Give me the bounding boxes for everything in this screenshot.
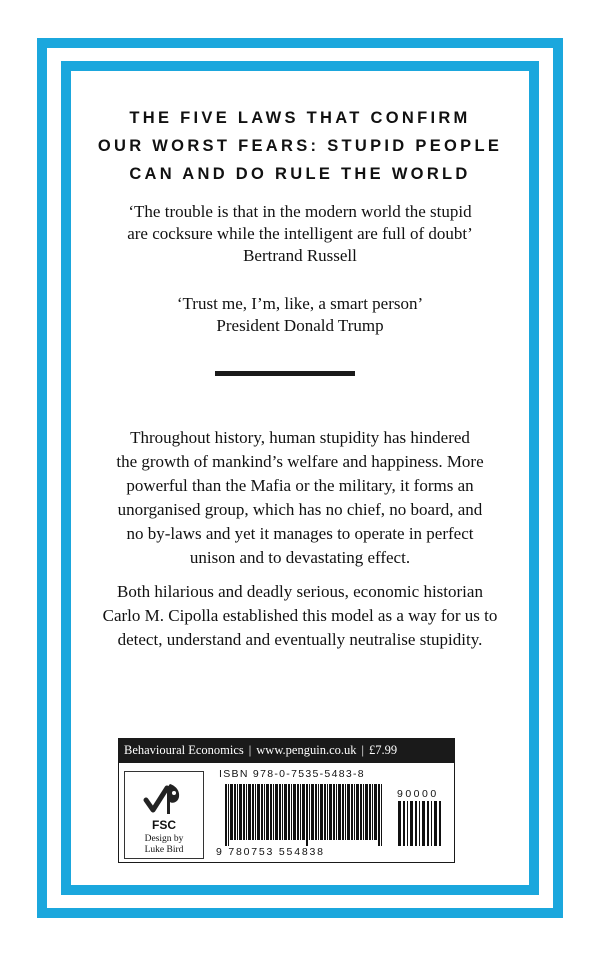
barcode-stripe <box>336 784 337 840</box>
barcode-stripe <box>342 784 344 840</box>
blurb-line: detect, understand and eventually neutralise stupidity. <box>117 630 483 649</box>
price-label: £7.99 <box>369 743 398 757</box>
blurb-paragraph-2 <box>81 580 519 652</box>
quote-trump <box>81 293 519 337</box>
barcode-stripe <box>279 784 281 840</box>
fsc-certification-box <box>124 771 204 859</box>
barcode-stripe <box>302 784 305 840</box>
barcode-stripe <box>403 801 405 846</box>
fsc-tree-check-icon <box>143 780 185 818</box>
barcode-stripe <box>248 784 251 840</box>
headline-line: OUR WORST FEARS: STUPID PEOPLE <box>97 137 503 155</box>
quote-line: are cocksure while the intelligent are full of doubt’ <box>127 224 473 243</box>
blurb-line: Carlo M. Cipolla established this model as a way for us to <box>102 606 498 625</box>
barcode-stripe <box>315 784 317 840</box>
design-credit-line: Design by <box>144 834 184 844</box>
barcode-stripe <box>270 784 272 840</box>
barcode-stripe <box>329 784 332 840</box>
barcode-stripe <box>333 784 335 840</box>
blurb-line: unison and to devastating effect. <box>189 548 411 567</box>
quote-line: ‘Trust me, I’m, like, a smart person’ <box>176 294 424 313</box>
barcode-stripe <box>234 784 236 840</box>
barcode-stripe <box>360 784 362 840</box>
blurb-line: no by-laws and yet it manages to operate in perfect <box>126 524 474 543</box>
barcode-stripe <box>243 784 245 840</box>
fsc-label: FSC <box>152 818 176 832</box>
barcode-stripe <box>284 784 287 840</box>
barcode-stripe <box>338 784 341 840</box>
divider-rule <box>215 371 355 376</box>
barcode-stripe <box>351 784 353 840</box>
barcode-stripe <box>261 784 263 840</box>
barcode-stripe <box>369 784 371 840</box>
barcode-stripe <box>345 784 346 840</box>
barcode-stripe <box>306 784 308 846</box>
isbn-label: ISBN 978-0-7535-5483-8 <box>219 768 365 780</box>
barcode-stripe <box>363 784 364 840</box>
barcode-stripe <box>297 784 299 840</box>
barcode-stripe <box>300 784 301 840</box>
barcode-stripe <box>275 784 278 840</box>
quote-author: Bertrand Russell <box>243 246 357 265</box>
website-label: www.penguin.co.uk <box>256 743 357 757</box>
barcode-stripe <box>318 784 319 840</box>
price-code: 90000 <box>397 788 439 800</box>
blurb-line: Throughout history, human stupidity has hindered <box>130 428 470 447</box>
barcode-stripe <box>311 784 314 840</box>
barcode-panel <box>118 763 455 863</box>
barcode-stripe <box>427 801 429 846</box>
barcode-stripe <box>354 784 355 840</box>
barcode-stripe <box>288 784 290 840</box>
barcode-stripe <box>422 801 425 846</box>
headline <box>81 104 519 188</box>
headline-line: THE FIVE LAWS THAT CONFIRM <box>129 109 471 127</box>
barcode-stripe <box>347 784 350 840</box>
barcode-stripe <box>378 784 380 846</box>
barcode-stripe <box>266 784 269 840</box>
ean-barcode <box>225 784 387 846</box>
barcode-stripe <box>407 801 408 846</box>
quote-author: President Donald Trump <box>216 316 384 335</box>
barcode-stripe <box>239 784 242 840</box>
barcode-stripe <box>291 784 292 840</box>
barcode-stripe <box>246 784 247 840</box>
blurb-line: unorganised group, which has no chief, no board, and <box>117 500 483 519</box>
design-credit <box>125 834 203 856</box>
barcode-stripe <box>257 784 260 840</box>
barcode-stripe <box>372 784 373 840</box>
blurb-paragraph-1 <box>81 426 519 570</box>
blurb-line: the growth of mankind’s welfare and happiness. More <box>116 452 484 471</box>
quote-russell <box>81 201 519 267</box>
price-addon-barcode <box>398 801 446 846</box>
barcode-stripe <box>230 784 233 840</box>
barcode-stripe <box>419 801 420 846</box>
barcode-stripe <box>237 784 238 840</box>
barcode-stripe <box>381 784 382 846</box>
barcode-stripe <box>282 784 283 840</box>
blurb-line: Both hilarious and deadly serious, economic historian <box>117 582 483 601</box>
barcode-stripe <box>434 801 437 846</box>
barcode-stripe <box>365 784 368 840</box>
info-bar <box>118 738 455 763</box>
design-credit-line: Luke Bird <box>144 845 184 855</box>
barcode-stripe <box>327 784 328 840</box>
headline-line: CAN AND DO RULE THE WORLD <box>129 165 471 183</box>
barcode-stripe <box>264 784 265 840</box>
ean-digits: 9 780753 554838 <box>216 846 325 858</box>
separator: | <box>248 743 252 757</box>
category-label: Behavioural Economics <box>124 743 244 757</box>
barcode-stripe <box>273 784 274 840</box>
barcode-stripe <box>293 784 296 840</box>
blurb-line: powerful than the Mafia or the military, it forms an <box>126 476 474 495</box>
barcode-stripe <box>309 784 310 840</box>
barcode-stripe <box>410 801 413 846</box>
barcode-stripe <box>324 784 326 840</box>
barcode-stripe <box>398 801 401 846</box>
quote-line: ‘The trouble is that in the modern world the stupid <box>128 202 472 221</box>
barcode-stripe <box>415 801 417 846</box>
barcode-stripe <box>320 784 323 840</box>
separator: | <box>361 743 365 757</box>
barcode-stripe <box>225 784 227 846</box>
barcode-stripe <box>228 784 229 846</box>
barcode-stripe <box>252 784 254 840</box>
barcode-stripe <box>356 784 359 840</box>
barcode-stripe <box>255 784 256 840</box>
barcode-stripe <box>431 801 432 846</box>
barcode-stripe <box>439 801 441 846</box>
barcode-stripe <box>374 784 377 840</box>
